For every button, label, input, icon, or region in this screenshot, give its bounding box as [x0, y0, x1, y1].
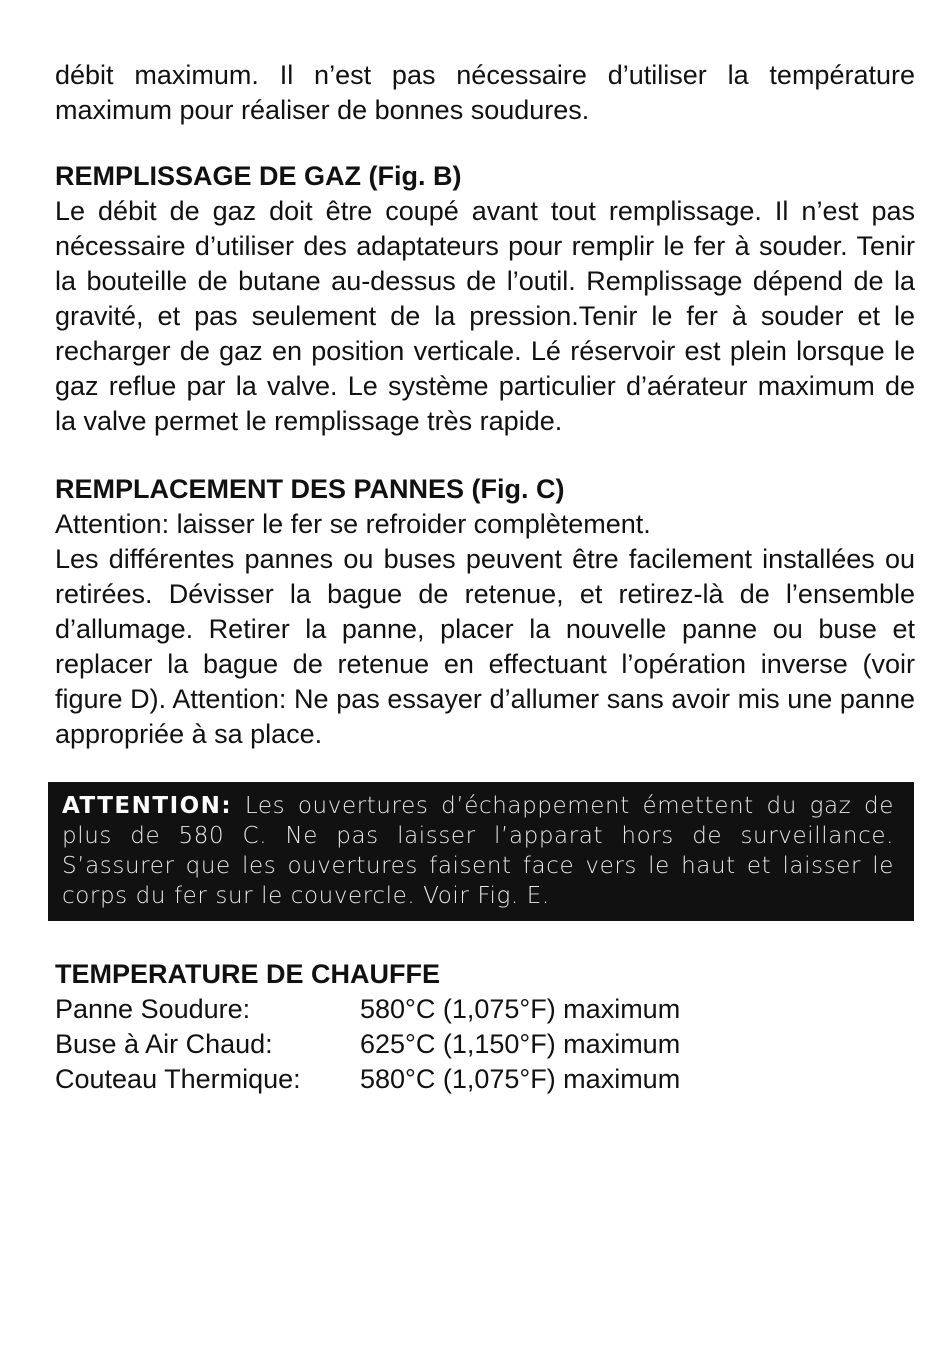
warning-text: Les ouvertures d’échappement émettent du gaz de plus de 580 C. Ne pas laisser l’apparat hors de surveillance. S’assurer que les ouvertures faisent face vers le haut et laisser le corps du fer sur le couvercle. Voir Fig. E. [62, 793, 894, 909]
tool-temperature: 580°C (1,075°F) maximum [360, 1064, 681, 1094]
temperature-heading: TEMPERATURE DE CHAUFFE [55, 959, 441, 989]
refill-heading: REMPLISSAGE DE GAZ (Fig. B) [55, 161, 462, 191]
tips-caution: Attention: laisser le fer se refroider complètement. [55, 509, 651, 539]
tool-temperature: 580°C (1,075°F) maximum [360, 994, 681, 1024]
warning-label: ATTENTION: [62, 793, 233, 819]
table-row [55, 1027, 680, 1062]
warning-box [48, 782, 914, 921]
refill-section [55, 159, 915, 439]
refill-paragraph: Le débit de gaz doit être coupé avant tout remplissage. Il n’est pas nécessaire d’utiliser des adaptateurs pour remplir le fer à souder. Tenir la bouteille de butane au-dessus de l’outil. Remplissage dépend de la gravité, et pas seulement de la pression.Tenir le fer à souder et le recharger de gaz en position verticale. Lé réservoir est plein lorsque le gaz reflue par la valve. Le système particulier d’aérateur maximum de la valve permet le remplissage très rapide. [55, 196, 915, 436]
temperature-table [55, 992, 680, 1097]
tool-name: Buse à Air Chaud: [55, 1029, 273, 1059]
tool-temperature: 625°C (1,150°F) maximum [360, 1029, 681, 1059]
table-row [55, 992, 680, 1027]
temperature-section [55, 957, 915, 1097]
tool-name: Couteau Thermique: [55, 1064, 301, 1094]
manual-page [55, 58, 915, 1097]
tips-section [55, 472, 915, 752]
intro-paragraph: débit maximum. Il n’est pas nécessaire d’utiliser la température maximum pour réaliser de bonnes soudures. [55, 60, 915, 125]
tips-heading: REMPLACEMENT DES PANNES (Fig. C) [55, 474, 565, 504]
tips-paragraph: Les différentes pannes ou buses peuvent être facilement installées ou retirées. Dévisser la bague de retenue, et retirez-là de l’ensemble d’allumage. Retirer la panne, placer la nouvelle panne ou buse et replacer la bague de retenue en effectuant l’opération inverse (voir figure D). Attention: Ne pas essayer d’allumer sans avoir mis une panne appropriée à sa place. [55, 544, 915, 749]
tool-name: Panne Soudure: [55, 994, 251, 1024]
table-row [55, 1062, 680, 1097]
